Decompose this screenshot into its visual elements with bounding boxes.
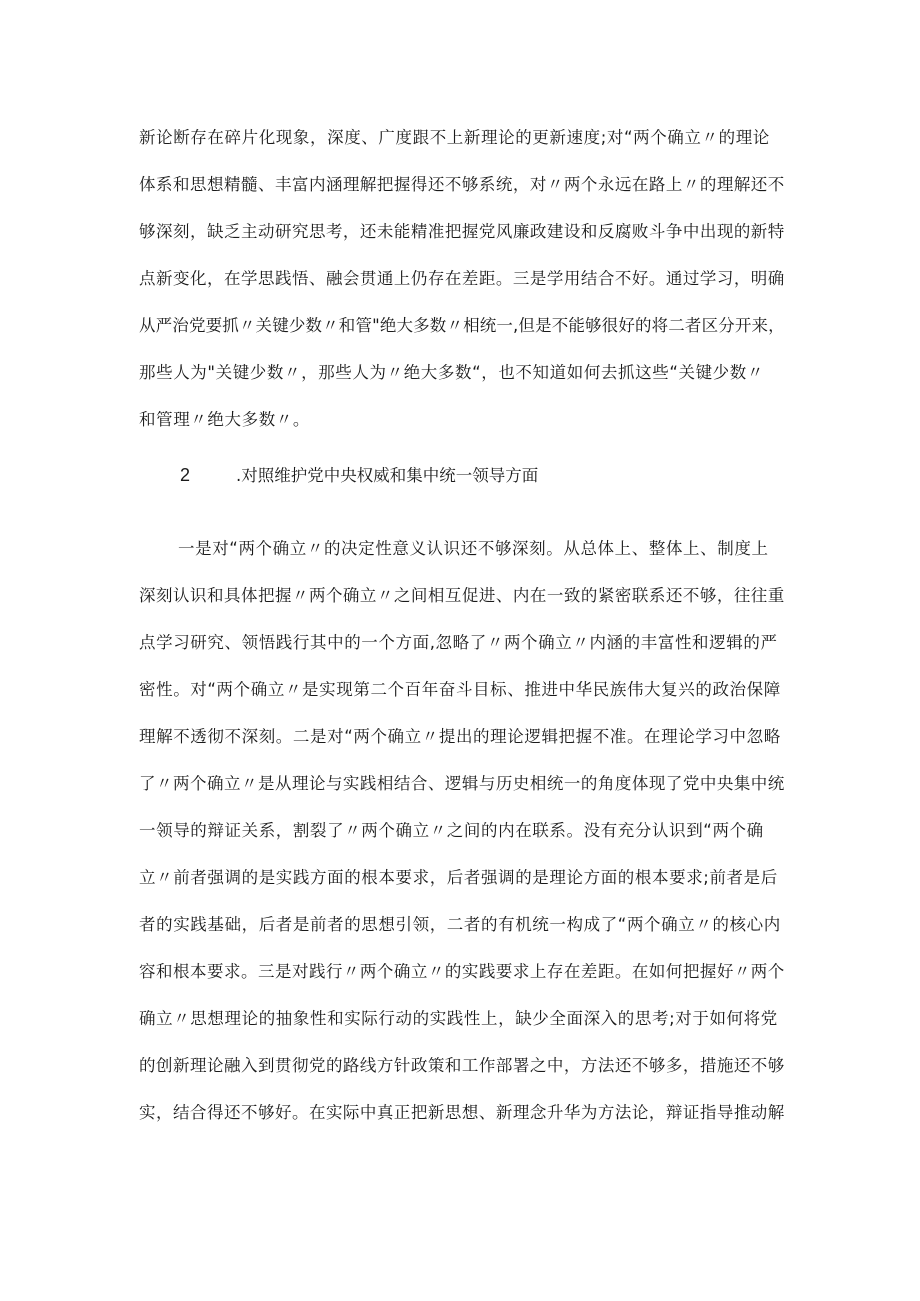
paragraph-line: 实，结合得还不够好。在实际中真正把新思想、新理念升华为方法论，辩证指导推动解	[139, 1103, 785, 1122]
paragraph-line: 和管理〃绝大多数〃。	[139, 410, 310, 429]
section-title: .对照维护党中央权威和集中统一领导方面	[236, 466, 539, 485]
paragraph-line: 体系和思想精髓、丰富内涵理解把握得还不够系统，对〃两个永远在路上〃的理解还不	[139, 175, 785, 194]
paragraph-line: 的创新理论融入到贯彻党的路线方针政策和工作部署之中，方法还不够多，措施还不够	[139, 1056, 785, 1075]
paragraph-line: 点学习研究、领悟践行其中的一个方面,忽略了〃两个确立〃内涵的丰富性和逻辑的严	[139, 633, 778, 652]
paragraph-line: 一是对“两个确立〃的决定性意义认识还不够深刻。从总体上、整体上、制度上	[178, 539, 769, 558]
paragraph-line: 一领导的辩证关系，割裂了〃两个确立〃之间的内在联系。没有充分认识到“两个确	[139, 821, 764, 840]
paragraph-line: 点新变化，在学思践悟、融会贯通上仍存在差距。三是学用结合不好。通过学习，明确	[139, 269, 785, 288]
paragraph-line: 了〃两个确立〃是从理论与实践相结合、逻辑与历史相统一的角度体现了党中央集中统	[139, 774, 785, 793]
paragraph-line: 立〃前者强调的是实践方面的根本要求，后者强调的是理论方面的根本要求;前者是后	[139, 868, 778, 887]
paragraph-line: 新论断存在碎片化现象，深度、广度跟不上新理论的更新速度;对“两个确立〃的理论	[139, 128, 770, 147]
paragraph-line: 者的实践基础，后者是前者的思想引领，二者的有机统一构成了“两个确立〃的核心内	[139, 915, 781, 934]
paragraph-line: 理解不透彻不深刻。二是对“两个确立〃提出的理论逻辑把握不准。在理论学习中忽略	[139, 727, 781, 746]
paragraph-line: 容和根本要求。三是对践行〃两个确立〃的实践要求上存在差距。在如何把握好〃两个	[139, 962, 785, 981]
paragraph-line: 密性。对“两个确立〃是实现第二个百年奋斗目标、推进中华民族伟大复兴的政治保障	[139, 680, 781, 699]
paragraph-line: 够深刻，缺乏主动研究思考，还未能精准把握党风廉政建设和反腐败斗争中出现的新特	[139, 222, 785, 241]
paragraph-line: 深刻认识和具体把握〃两个确立〃之间相互促进、内在一致的紧密联系还不够，往往重	[139, 586, 785, 605]
paragraph-line: 确立〃思想理论的抽象性和实际行动的实践性上，缺少全面深入的思考;对于如何将党	[139, 1009, 778, 1028]
section-heading	[180, 465, 538, 486]
section-number: 2	[180, 465, 191, 485]
paragraph-line: 从严治党要抓〃关键少数〃和管"绝大多数〃相统一,但是不能够很好的将二者区分开来，	[139, 316, 785, 335]
paragraph-line: 那些人为"关键少数〃，那些人为〃绝大多数“，也不知道如何去抓这些“关键少数〃	[139, 363, 764, 382]
